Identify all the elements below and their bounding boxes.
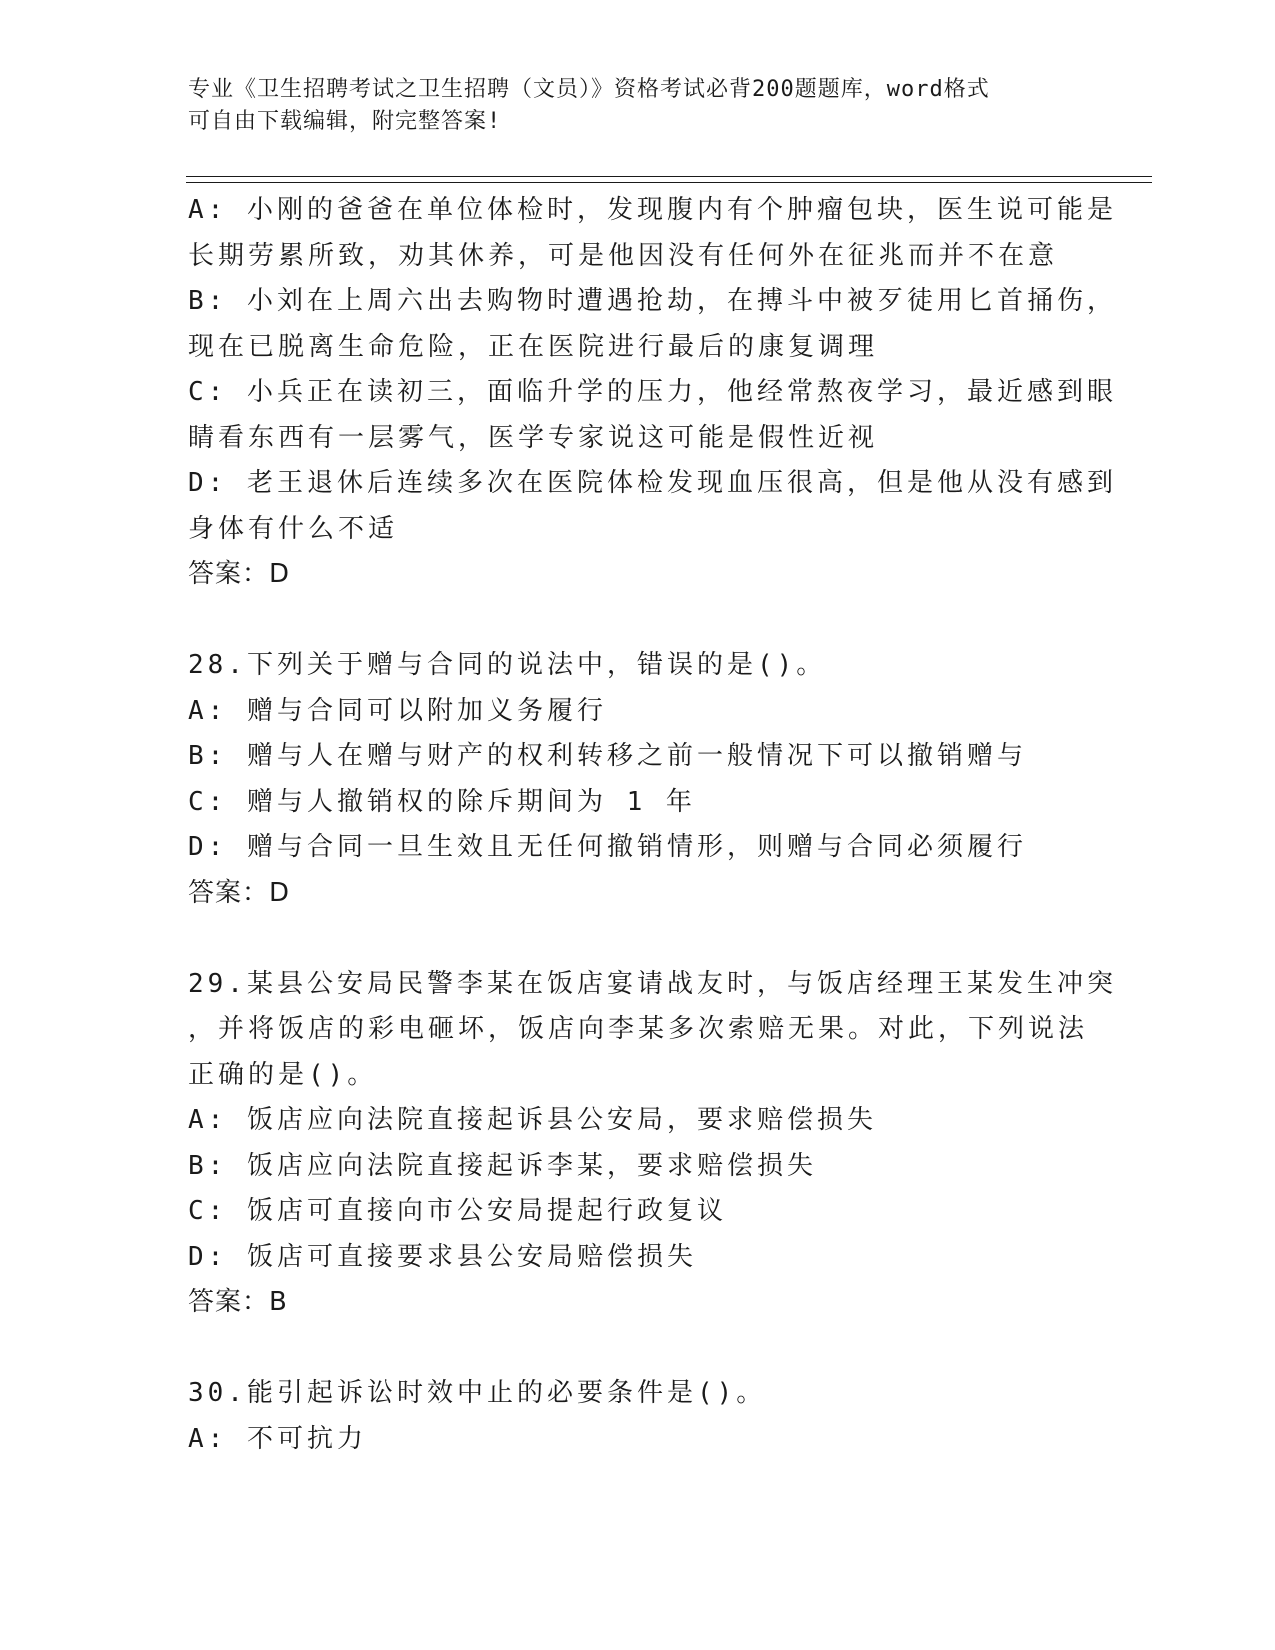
spacer [188,916,1068,962]
option-a: A: 不可抗力 [188,1423,367,1454]
question-28 [188,643,1068,916]
option-c: C: 赠与人撤销权的除斥期间为 1 年 [188,786,696,817]
question-stem-line-2: ，并将饭店的彩电砸坏，饭店向李某多次索赔无果。对此，下列说法 [188,1014,1089,1044]
header-rule-top [186,176,1152,177]
header-line-1: 专业《卫生招聘考试之卫生招聘（文员）》资格考试必背200题题库，word格式 [188,77,990,102]
answer: 答案：B [188,1287,288,1317]
option-c: C: 饭店可直接向市公安局提起行政复议 [188,1196,727,1226]
document-header [188,74,1088,138]
option-b-line-2: 现在已脱离生命危险，正在医院进行最后的康复调理 [188,331,879,362]
option-a-line-1: A: 小刚的爸爸在单位体检时，发现腹内有个肿瘤包块，医生说可能是 [188,195,1117,225]
option-a-line-2: 长期劳累所致，劝其休养，可是他因没有任何外在征兆而并不在意 [188,240,1059,271]
question-30 [188,1371,1068,1462]
question-stem: 30.能引起诉讼时效中止的必要条件是()。 [188,1378,767,1408]
spacer [188,1326,1068,1372]
answer: 答案：D [188,559,291,589]
option-b-line-1: B: 小刘在上周六出去购物时遭遇抢劫，在搏斗中被歹徒用匕首捅伤， [188,286,1117,316]
option-d: D: 赠与合同一旦生效且无任何撤销情形，则赠与合同必须履行 [188,832,1027,862]
header-rule-bottom [186,182,1152,183]
question-27-tail [188,188,1117,598]
option-b: B: 赠与人在赠与财产的权利转移之前一般情况下可以撤销赠与 [188,741,1027,771]
option-c-line-2: 睛看东西有一层雾气，医学专家说这可能是假性近视 [188,422,879,453]
question-list [188,188,1117,1462]
question-stem-line-3: 正确的是()。 [188,1059,378,1090]
question-stem-line-1: 29.某县公安局民警李某在饭店宴请战友时，与饭店经理王某发生冲突 [188,968,1117,999]
option-d-line-2: 身体有什么不适 [188,513,399,544]
option-a: A: 饭店应向法院直接起诉县公安局，要求赔偿损失 [188,1105,877,1135]
question-stem: 28.下列关于赠与合同的说法中，错误的是()。 [188,650,827,680]
question-29 [188,962,1117,1326]
header-line-2: 可自由下载编辑，附完整答案! [188,109,502,134]
option-c-line-1: C: 小兵正在读初三，面临升学的压力，他经常熬夜学习，最近感到眼 [188,377,1117,407]
option-d-line-1: D: 老王退休后连续多次在医院体检发现血压很高，但是他从没有感到 [188,468,1117,498]
option-a: A: 赠与合同可以附加义务履行 [188,695,607,726]
option-b: B: 饭店应向法院直接起诉李某，要求赔偿损失 [188,1150,817,1181]
answer: 答案：D [188,877,291,908]
spacer [188,598,1068,644]
option-d: D: 饭店可直接要求县公安局赔偿损失 [188,1241,697,1272]
